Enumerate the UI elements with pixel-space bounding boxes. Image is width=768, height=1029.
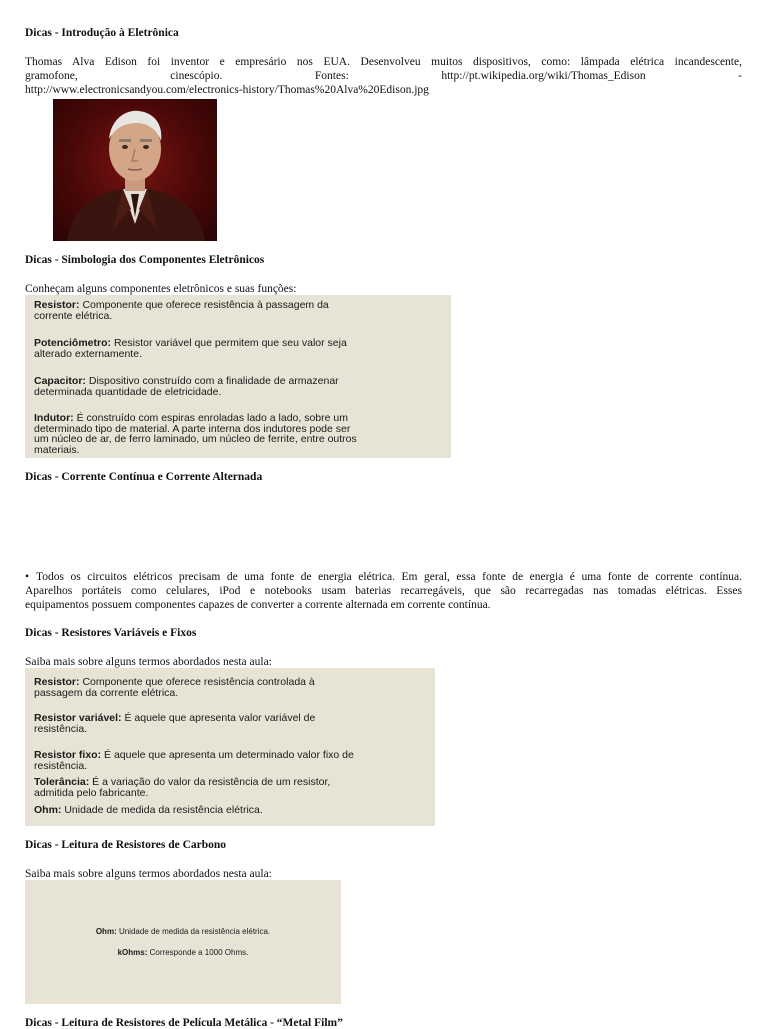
definition-text: Corresponde a 1000 Ohms.: [149, 948, 249, 957]
definition-item: [34, 805, 429, 816]
definition-item: [34, 713, 429, 734]
components-info-box: [25, 295, 451, 458]
definition-text: É aquele que apresenta um determinado valor fixo de: [104, 749, 354, 761]
definition-text: É construído com espiras enroladas lado a lado, sobre um: [76, 412, 348, 424]
definition-term: Potenciômetro:: [34, 337, 112, 349]
definition-term: Resistor variável:: [34, 712, 122, 724]
definition-term: Resistor:: [34, 676, 80, 688]
definition-text: Unidade de medida da resistência elétrica.: [64, 804, 263, 816]
definition-item: [25, 927, 341, 936]
definition-term: Ohm:: [34, 804, 62, 816]
section-paragraph: [25, 55, 742, 97]
definition-item: [34, 376, 445, 397]
bullet-marker: •: [25, 571, 30, 583]
definition-text: Dispositivo construído com a finalidade de armazenar: [88, 375, 339, 387]
paragraph-line: Aparelhos portáteis como celulares, iPod e notebooks usam baterias recarregáveis, que são recarregadas nas tomadas elétricas. Esses: [25, 585, 742, 597]
definition-text: resistência.: [34, 722, 88, 735]
definition-term: Ohm:: [95, 927, 117, 936]
section-title: Dicas - Simbologia dos Componentes Eletrônicos: [25, 254, 265, 266]
definition-text: passagem da corrente elétrica.: [34, 686, 179, 699]
definition-text: Componente que oferece resistência à passagem da: [82, 299, 329, 311]
definition-text: Componente que oferece resistência controlada à: [82, 676, 315, 688]
definition-item: [34, 677, 429, 698]
definition-text: É aquele que apresenta valor variável de: [124, 712, 316, 724]
definition-term: Resistor:: [34, 299, 80, 311]
section-title: Dicas - Leitura de Resistores de Película Metálica - “Metal Film”: [25, 1017, 343, 1029]
definition-text: determinado tipo de material. A parte interna dos indutores pode ser: [34, 422, 351, 435]
section-title: Dicas - Resistores Variáveis e Fixos: [25, 627, 197, 639]
section-title: Dicas - Leitura de Resistores de Carbono: [25, 839, 227, 851]
definition-text: resistência.: [34, 759, 88, 772]
section-paragraph: [25, 570, 742, 612]
definition-text: corrente elétrica.: [34, 309, 113, 322]
definition-item: [34, 750, 429, 771]
definition-item: [34, 413, 445, 455]
definition-text: determinada quantidade de eletricidade.: [34, 385, 222, 398]
section-intro: Saiba mais sobre alguns termos abordados nesta aula:: [25, 656, 272, 668]
paragraph-line: gramofone, cinescópio. Fontes: http://pt.wikipedia.org/wiki/Thomas_Edison -: [25, 70, 742, 82]
definition-text: alterado externamente.: [34, 347, 142, 360]
paragraph-line: http://www.electronicsandyou.com/electronics-history/Thomas%20Alva%20Edison.jpg: [25, 84, 429, 96]
definition-text: Unidade de medida da resistência elétrica.: [118, 927, 271, 936]
definition-term: Tolerância:: [34, 776, 90, 788]
definition-item: [34, 300, 445, 321]
definition-item: [25, 948, 341, 957]
section-intro: Saiba mais sobre alguns termos abordados nesta aula:: [25, 868, 272, 880]
definition-text: admitida pelo fabricante.: [34, 786, 149, 799]
definition-text: É a variação do valor da resistência de um resistor,: [92, 776, 331, 788]
edison-portrait-image: [25, 99, 243, 241]
portrait-frame: [53, 99, 217, 241]
definition-text: materiais.: [34, 443, 80, 456]
resistors-info-box: [25, 668, 435, 826]
definition-term: kOhms:: [117, 948, 148, 957]
definition-term: Resistor fixo:: [34, 749, 102, 761]
section-title: Dicas - Introdução à Eletrônica: [25, 27, 179, 39]
definition-term: Capacitor:: [34, 375, 86, 387]
paragraph-line: equipamentos possuem componentes capazes de converter a corrente alternada em corrente contínua.: [25, 599, 491, 611]
definition-item: [34, 338, 445, 359]
paragraph-text: Todos os circuitos elétricos precisam de uma fonte de energia elétrica. Em geral, essa fonte de energia é uma fonte de corrente contínua.: [36, 571, 742, 583]
portrait-drawing: [53, 99, 217, 241]
paragraph-line: Thomas Alva Edison foi inventor e empresário nos EUA. Desenvolveu muitos dispositivos, como: lâmpada elétrica incandescente,: [25, 56, 742, 68]
section-title: Dicas - Corrente Contínua e Corrente Alternada: [25, 471, 263, 483]
section-intro: Conheçam alguns componentes eletrônicos e suas funções:: [25, 283, 297, 295]
definition-text: um núcleo de ar, de ferro laminado, um núcleo de ferrite, entre outros: [34, 433, 357, 445]
definition-item: [34, 777, 429, 798]
definition-text: Resistor variável que permitem que seu valor seja: [113, 337, 347, 349]
carbon-resistors-info-box: [25, 880, 341, 1004]
paragraph-line: [25, 570, 742, 584]
definition-term: Indutor:: [34, 412, 74, 424]
